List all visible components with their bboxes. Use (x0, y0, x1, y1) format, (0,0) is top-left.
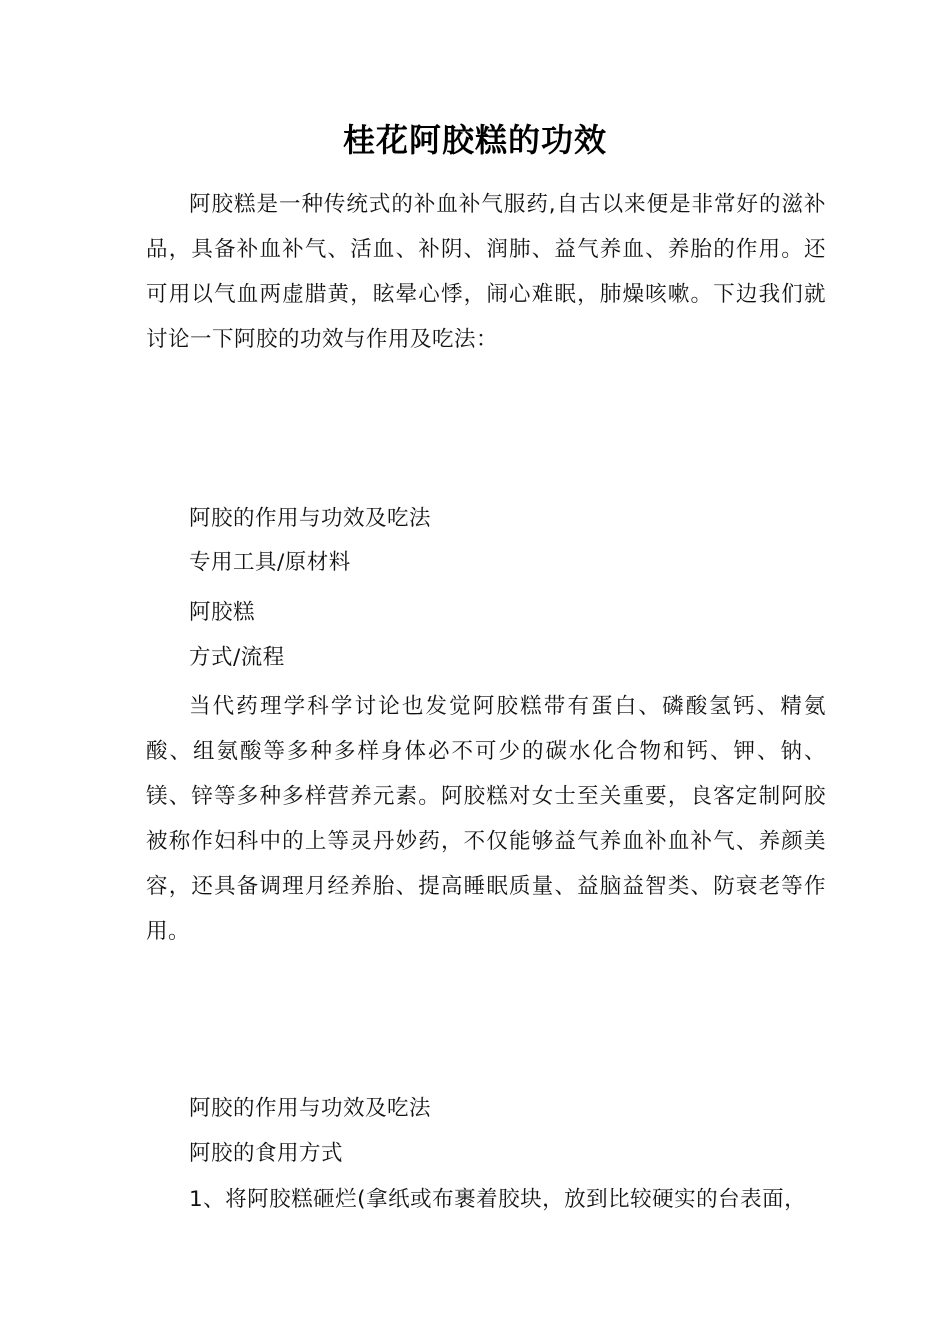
section1-body-paragraph: 当代药理学科学讨论也发觉阿胶糕带有蛋白、磷酸氢钙、精氨酸、组氨酸等多种多样身体必不可少的碳水化合物和钙、钾、钠、镁、锌等多种多样营养元素。阿胶糕对女士至关重要，良客定制阿胶被称作妇科中的上等灵丹妙药，不仅能够益气养血补血补气、养颜美容，还具备调理月经养胎、提高睡眠质量、益脑益智类、防衰老等作用。 (146, 694, 826, 944)
tools-label: 专用工具/原材料 (189, 550, 351, 575)
tools-item: 阿胶糕 (189, 600, 256, 625)
method-label: 方式/流程 (189, 645, 285, 670)
section2-subheading: 阿胶的食用方式 (189, 1141, 344, 1166)
intro-paragraph: 阿胶糕是一种传统式的补血补气服药,自古以来便是非常好的滋补品，具备补血补气、活血、补阴、润肺、益气养血、养胎的作用。还可用以气血两虚腊黄，眩晕心悸，闹心难眠，肺燥咳嗽。下边我们就讨论一下阿胶的功效与作用及吃法： (146, 192, 826, 352)
document-title: 桂花阿胶糕的功效 (342, 121, 607, 159)
step1-text: 1、将阿胶糕砸烂(拿纸或布裹着胶块，放到比较硬实的台表面， (189, 1187, 807, 1212)
section2-heading: 阿胶的作用与功效及吃法 (189, 1096, 432, 1121)
section1-heading: 阿胶的作用与功效及吃法 (189, 506, 432, 531)
